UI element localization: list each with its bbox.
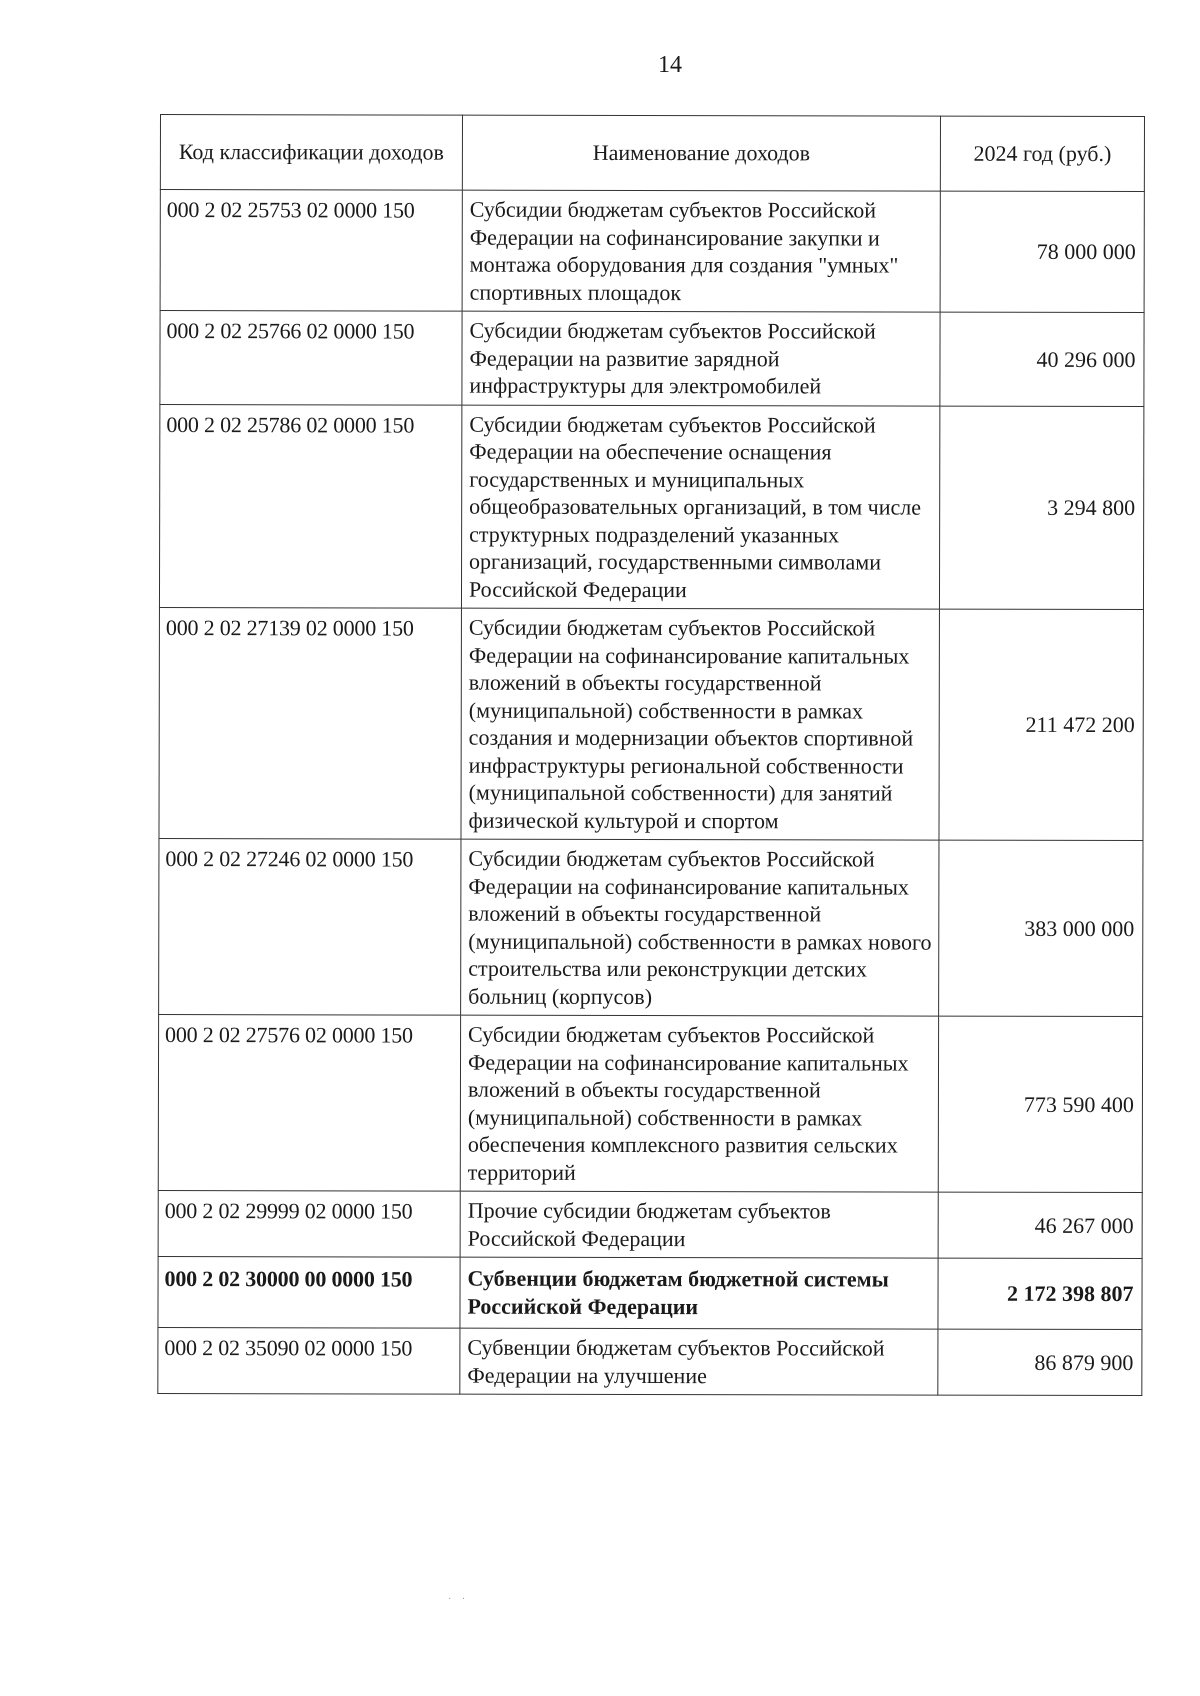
row-amount: 383 000 000 — [939, 840, 1143, 1016]
row-amount: 46 267 000 — [938, 1192, 1142, 1258]
row-code: 000 2 02 25766 02 0000 150 — [160, 311, 462, 405]
table-row — [159, 404, 1143, 610]
row-code: 000 2 02 27246 02 0000 150 — [159, 838, 461, 1015]
scan-artifact: · · — [448, 1594, 470, 1605]
row-name: Прочие субсидии бюджетам субъектов Российской Федерации — [460, 1191, 938, 1258]
row-name: Субсидии бюджетам субъектов Российской Федерации на софинансирование капитальных вложений в объекты государственной (муниципальной) собственности в рамках обеспечения комплексного развития сельских территорий — [460, 1015, 938, 1192]
row-amount: 3 294 800 — [939, 406, 1143, 610]
row-code: 000 2 02 30000 00 0000 150 — [158, 1256, 460, 1328]
row-name: Субсидии бюджетам субъектов Российской Федерации на софинансирование капитальных вложений в объекты государственной (муниципальной) собственности в рамках нового строительства или реконструкции детских больниц (корпусов) — [461, 839, 939, 1016]
table-row — [158, 1014, 1142, 1192]
row-amount: 773 590 400 — [938, 1016, 1142, 1192]
table-row — [158, 1327, 1142, 1395]
row-amount: 86 879 900 — [938, 1329, 1142, 1395]
table-row — [160, 311, 1144, 407]
table-row-total — [158, 1256, 1142, 1329]
table-row — [158, 1190, 1142, 1258]
row-name: Субсидии бюджетам субъектов Российской Федерации на обеспечение оснащения государственных и муниципальных общеобразовательных организаций, в том числе структурных подразделений указанных организаций, государственными символами Российской Федерации — [461, 405, 939, 610]
row-code: 000 2 02 27139 02 0000 150 — [159, 607, 461, 839]
row-code: 000 2 02 25786 02 0000 150 — [159, 404, 461, 608]
row-name: Субсидии бюджетам субъектов Российской Федерации на софинансирование закупки и монтажа оборудования для создания "умных" спортивных площадок — [462, 190, 940, 312]
page-number: 14 — [658, 52, 682, 78]
row-name: Субвенции бюджетам субъектов Российской Федерации на улучшение — [460, 1328, 938, 1395]
row-amount: 211 472 200 — [939, 609, 1143, 840]
row-amount: 40 296 000 — [940, 312, 1144, 406]
row-amount: 78 000 000 — [940, 191, 1144, 312]
table-row — [159, 838, 1143, 1016]
row-code: 000 2 02 29999 02 0000 150 — [158, 1190, 460, 1257]
row-code: 000 2 02 27576 02 0000 150 — [158, 1014, 460, 1191]
header-name: Наименование доходов — [462, 115, 940, 191]
row-name: Субсидии бюджетам субъектов Российской Федерации на софинансирование капитальных вложений в объекты государственной (муниципальной) собственности в рамках создания и модернизации объектов спортивной инфраструктуры региональной собственности (муниципальной собственности) для занятий физической культурой и спортом — [461, 608, 939, 840]
table-header-row — [160, 115, 1144, 192]
header-amount: 2024 год (руб.) — [940, 116, 1144, 191]
header-code: Код классификации доходов — [160, 115, 462, 191]
row-name: Субвенции бюджетам бюджетной системы Российской Федерации — [460, 1257, 938, 1329]
income-table — [157, 114, 1145, 1396]
row-amount: 2 172 398 807 — [938, 1258, 1142, 1329]
table-row — [160, 190, 1144, 313]
table-row — [159, 607, 1143, 840]
row-code: 000 2 02 35090 02 0000 150 — [158, 1327, 460, 1394]
row-name: Субсидии бюджетам субъектов Российской Федерации на развитие зарядной инфраструктуры для электромобилей — [462, 311, 940, 406]
row-code: 000 2 02 25753 02 0000 150 — [160, 190, 462, 312]
